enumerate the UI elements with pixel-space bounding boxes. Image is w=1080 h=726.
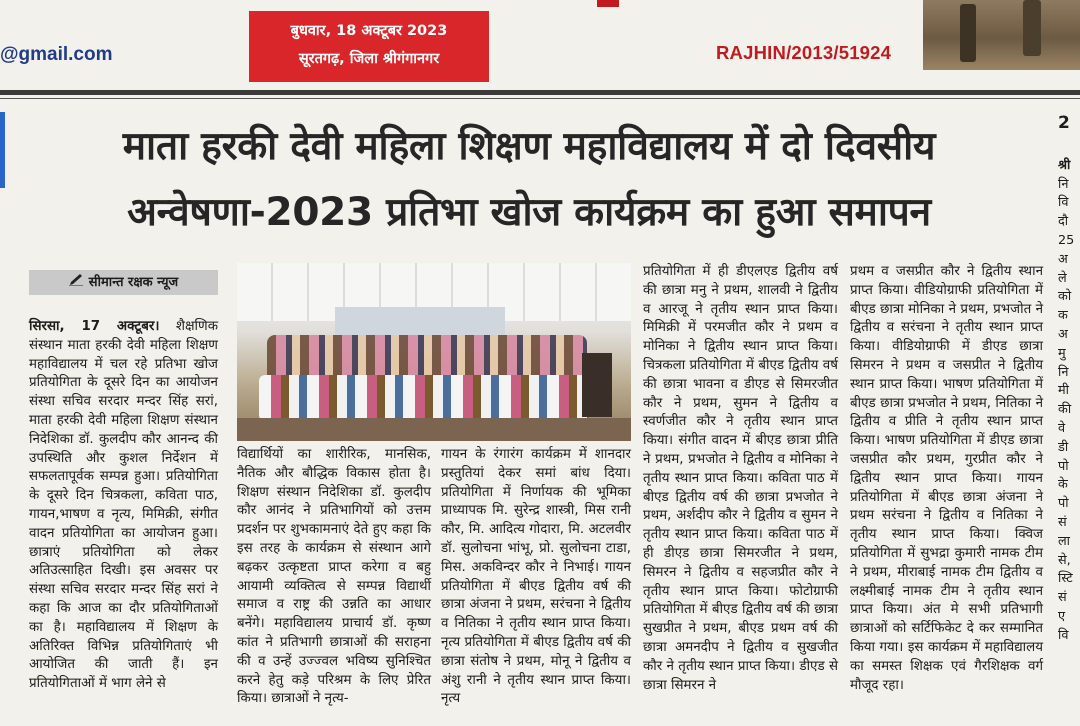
adjacent-article-fragment (1058, 108, 1080, 726)
adjacent-article-line: वि (1058, 627, 1069, 643)
adjacent-article-line: डी (1058, 439, 1069, 455)
article-column-1 (29, 318, 218, 694)
article-headline (10, 114, 1048, 246)
adjacent-article-line: नि (1058, 176, 1069, 192)
adjacent-article-line: को (1058, 289, 1072, 305)
article-column-3: गायन के रंगारंग कार्यक्रम में शानदार प्रस्तुतियां देकर समां बांध दिया। प्रतियोगिता में निर्णायक की भूमिका प्राध्यापक मि. सुरेन्द्र शास्त्री, मिस रानी कौर, मि. आदित्य गोदारा, मि. अटलवीर डॉ. सुलोचना भांभू, प्रो. सुलोचना टाडा, मिस. अकविन्दर कौर ने निभाई। गायन प्रतियोगिता में बीएड द्वितीय वर्ष की छात्रा अंजना ने प्रथम, सरंचना ने द्वितीय व नितिका ने तृतीय स्थान प्राप्त किया। नृत्य प्रतियोगिता में बीएड द्वितीय वर्ष की छात्रा संतोष ने प्रथम, मोनू ने द्वितीय व अंशु रानी ने तृतीय स्थान प्राप्त किया। नृत्य (441, 447, 631, 707)
article-column-4: प्रतियोगिता में ही डीएलएड द्वितीय वर्ष की छात्रा मनु ने प्रथम, शालवी ने द्वितीय व आरजू ने तृतीय स्थान प्राप्त किया। मिमिक्री में परमजीत कौर ने प्रथम व मोनिका ने द्वितीय स्थान प्राप्त किया। चित्रकला प्रतियोगिता में बीएड द्वितीय वर्ष की छात्रा भावना व डीएड से सिमरजीत कौर ने प्रथम, सुमन ने द्वितीय व स्वर्णजीत कौर ने तृतीय स्थान प्राप्त किया। संगीत वादन में बीएड छात्रा प्रीति ने प्रथम, प्रभजोत ने द्वितीय व मोनिका ने तृतीय स्थान प्राप्त किया। कविता पाठ में बीएड द्वितीय वर्ष की छात्रा प्रभजोत ने प्रथम, अर्शदीप कौर ने द्वितीय व सुमन ने तृतीय स्थान प्राप्त किया। कविता पाठ में ही डीएड छात्रा सिमरजीत ने प्रथम, सिमरन ने द्वितीय व सहजप्रीत कौर ने तृतीय स्थान प्राप्त किया। फोटोग्राफी प्रतियोगिता में बीएड द्वितीय वर्ष की छात्रा सुखप्रीत ने प्रथम, बीएड प्रथम वर्ष की छात्रा अमनदीप ने द्वितीय व सुखजीत कौर ने तृतीय स्थान प्राप्त किया। डीएड से छात्रा सिमरन ने (643, 264, 838, 693)
adjacent-article-line: 25 (1058, 232, 1075, 248)
adjacent-article-line: क (1058, 308, 1068, 324)
headline-accent-bar (0, 112, 5, 188)
adjacent-article-line: मी (1058, 383, 1069, 399)
corner-photo-leg (960, 4, 976, 62)
masthead-red-accent (597, 0, 619, 7)
adjacent-article-line: अ (1058, 251, 1068, 267)
masthead-rule (0, 90, 1080, 95)
adjacent-article-line: पो (1058, 458, 1069, 474)
adjacent-article-line: ए (1058, 608, 1066, 624)
article-column-5: प्रथम व जसप्रीत कौर ने द्वितीय स्थान प्राप्त किया। वीडियोग्राफी प्रतियोगिता में बीएड छात्रा मोनिका ने प्रथम, प्रभजोत ने द्वितीय व सरंचना ने तृतीय स्थान प्राप्त किया। वीडियोग्राफी में डीएड छात्रा सिमरन ने प्रथम व जसप्रीत ने द्वितीय स्थान प्राप्त किया। भाषण प्रतियोगिता में बीएड छात्रा प्रभजोत ने प्रथम, नितिका ने द्वितीय व प्रीति ने तृतीय स्थान प्राप्त किया। भाषण प्रतियोगिता में डीएड छात्रा जसप्रीत कौर प्रथम, गुरप्रीत कौर ने द्वितीय स्थान प्राप्त किया। गायन प्रतियोगिता में बीएड छात्रा अंजना ने प्रथम सरंचना ने द्वितीय व नितिका ने तृतीय स्थान प्राप्त किया। क्विज प्रतियोगिता में सुभद्रा कुमारी नामक टीम ने प्रथम, मीराबाई नामक टीम द्वितीय व लक्ष्मीबाई नामक टीम ने तृतीय स्थान प्राप्त किया। अंत मे सभी प्रतिभागी छात्राओं को सर्टिफिकेट दे कर सम्मानित किया गया। इस कार्यक्रम में महाविद्यालय का समस्त शिक्षक एवं गैरशिक्षक वर्ग मौजूद रहा। (850, 264, 1043, 693)
masthead-place-line: सूरतगढ़, जिला श्रीगंगानगर (298, 51, 440, 67)
adjacent-article-line: सं (1058, 514, 1067, 530)
masthead-registration-number: RAJHIN/2013/51924 (716, 42, 892, 63)
photo-floor (237, 418, 631, 441)
photo-podium (582, 353, 612, 417)
dateline: सिरसा, 17 अक्टूबर। (29, 319, 160, 334)
adjacent-article-line: स्टि (1058, 571, 1073, 587)
article-byline (29, 270, 218, 295)
adjacent-article-line (1058, 138, 1080, 157)
adjacent-article-line: 2 (1058, 113, 1070, 133)
adjacent-article-line: मु (1058, 345, 1066, 361)
headline-line-2: अन्वेषणा-2023 प्रतिभा खोज कार्यक्रम का हुआ समापन (127, 190, 931, 235)
column-1-text: शैक्षणिक संस्थान माता हरकी देवी महिला शिक्षण महाविद्यालय में चल रहे प्रतिभा खोज प्रतियोगिता के दूसरे दिन का आयोजन संस्था सचिव सरदार मन्दर सिंह सरां, माता हरकी देवी महिला शिक्षण संस्थान निदेशिका डॉ. कुलदीप कौर आनन्द की उपस्थिति और कुशल निर्देशन में सफलतापूर्वक सम्पन्न हुआ। प्रतियोगिता के दूसरे दिन चित्रकला, कविता पाठ, गायन,भाषण व नृत्य, मिमिक्री, संगीत वादन प्रतियोगिता का आयोजन हुआ। छात्राएं प्रतियोगिता को लेकर अतिउत्साहित दिखी। इस अवसर पर संस्था सचिव सरदार मन्दर सिंह सरां ने कहा कि आज का दौर प्रतियोगिताओं का है। महाविद्यालय में शिक्षण के अतिरिक्त विभिन्न प्रतियोगिताएं भी आयोजित की जाती हैं। इन प्रतियोगिताओं में भाग लेने से (29, 319, 218, 692)
adjacent-article-line: नि (1058, 364, 1069, 380)
adjacent-article-line: ले (1058, 270, 1067, 286)
masthead-email: @gmail.com (0, 44, 113, 65)
article-group-photo (237, 263, 631, 441)
adjacent-article-line: के (1058, 477, 1068, 493)
corner-photo-leg (1023, 0, 1041, 56)
photo-front-row (259, 375, 589, 421)
adjacent-article-line: श्री (1058, 157, 1071, 173)
masthead-date-line: बुधवार, 18 अक्टूबर 2023 (290, 23, 448, 39)
adjacent-article-line: अ (1058, 326, 1068, 342)
adjacent-article-line: ला (1058, 533, 1070, 549)
adjacent-article-line: वि (1058, 195, 1069, 211)
byline-text: सीमान्त रक्षक न्यूज (88, 275, 179, 290)
adjacent-article-line: दौ (1058, 214, 1069, 230)
adjacent-article-line: से, (1058, 552, 1071, 568)
adjacent-article-line: की (1058, 402, 1072, 418)
adjacent-article-line: सं (1058, 590, 1067, 606)
corner-photo-fragment (923, 0, 1080, 70)
adjacent-article-line: वे (1058, 420, 1066, 436)
pen-icon (69, 270, 83, 295)
masthead-rule-thin (0, 98, 1080, 99)
headline-line-1: माता हरकी देवी महिला शिक्षण महाविद्यालय में दो दिवसीय (122, 124, 936, 169)
masthead-date-box (249, 11, 489, 82)
adjacent-article-line: पो (1058, 496, 1069, 512)
article-column-2: विद्यार्थियों का शारीरिक, मानसिक, नैतिक और बौद्धिक विकास होता है। शिक्षण संस्थान निदेशिका डॉ. कुलदीप कौर आनंद ने प्रतिभागियों को उत्तम प्रदर्शन पर शुभकामनाएं देते हुए कहा कि इस तरह के कार्यक्रम से संस्थान आगे बढ़कर उत्कृष्टता प्राप्त करेगा व बहु आयामी व्यक्तित्व से सम्पन्न विद्यार्थी समाज व राष्ट्र की उन्नति का आधार बनेंगे। महाविद्यालय प्राचार्य डॉ. कृष्ण कांत ने प्रतिभागी छात्राओं की सराहना की व उन्हें उज्ज्वल भविष्य सुनिश्चित करने हेतु कड़े परिश्रम के लिए प्रेरित किया। छात्राओं ने नृत्य- (237, 447, 431, 707)
